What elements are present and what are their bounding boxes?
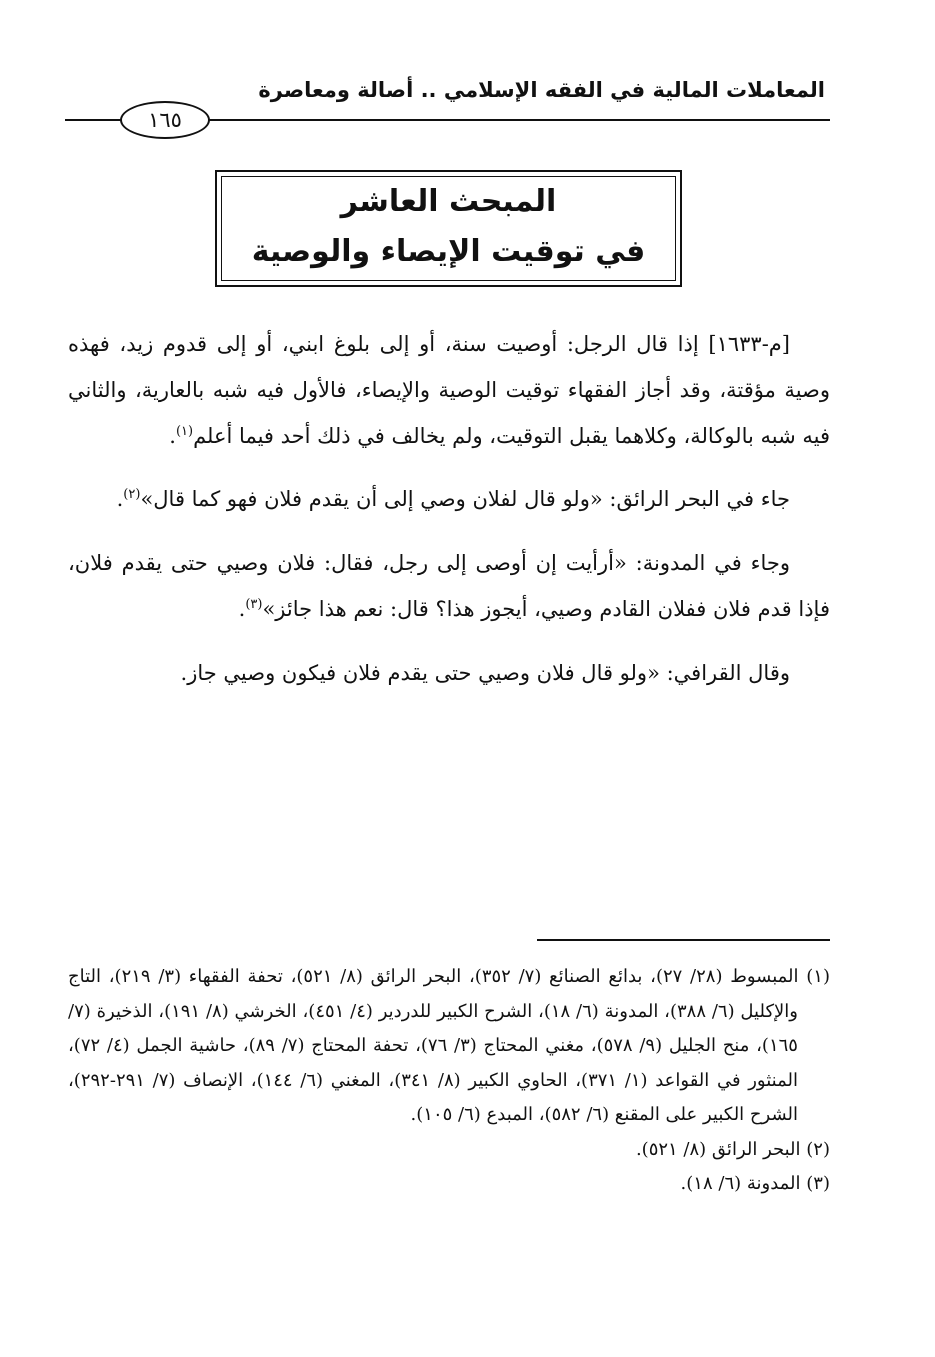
paragraph-1: [م-١٦٣٣] إذا قال الرجل: أوصيت سنة، أو إلى بلوغ ابني، أو إلى قدوم زيد، فهذه وصية مؤقتة، وقد أجاز الفقهاء توقيت الوصية والإيصاء، فالأول فيه شبه بالعارية، والثاني فيه شبه بالوكالة، وكلاهما يقبل التوقيت، ولم يخالف في ذلك أحد فيما أعلم$^{(١)}$. [68, 332, 830, 448]
body-text [68, 322, 830, 715]
paragraph-3: وجاء في المدونة: «أرأيت إن أوصى إلى رجل، فقال: فلان وصيي حتى يقدم فلان، فإذا قدم فلان ففلان القادم وصيي، أيجوز هذا؟ قال: نعم هذا جائز»$^{(٣)}$. [68, 551, 830, 621]
section-title-line-2: في توقيت الإيصاء والوصية [251, 234, 646, 269]
section-title-box [215, 170, 682, 287]
footnote-1: (١) المبسوط (٢٨/ ٢٧)، بدائع الصنائع (٧/ ٣٥٢)، البحر الرائق (٨/ ٥٢١)، تحفة الفقهاء (٣/ ٢١٩)، التاج والإكليل (٦/ ٣٨٨)، المدونة (٦/ ١٨)، الشرح الكبير للدردير (٤/ ٤٥١)، الخرشي (٨/ ١٩١)، الذخيرة (٧/ ١٦٥)، منح الجليل (٩/ ٥٧٨)، مغني المحتاج (٣/ ٧٦)، تحفة المحتاج (٧/ ٨٩)، حاشية الجمل (٤/ ٧٢)، المنثور في القواعد (١/ ٣٧١)، الحاوي الكبير (٨/ ٣٤١)، المغني (٦/ ١٤٤)، الإنصاف (٧/ ٢٩١-٢٩٢)، الشرح الكبير على المقنع (٦/ ٥٨٢)، المبدع (٦/ ١٠٥). [68, 966, 830, 1125]
footnote-ref-3: (٣) [245, 596, 263, 612]
paragraph-2-text: جاء في البحر الرائق: «ولو قال لفلان وصي إلى أن يقدم فلان فهو كما قال» [140, 487, 790, 512]
paragraph-3-text: وجاء في المدونة: «أرأيت إن أوصى إلى رجل، فقال: فلان وصيي حتى يقدم فلان، فإذا قدم فلان ففلان القادم وصيي، أيجوز هذا؟ قال: نعم هذا جائز» [68, 551, 830, 621]
paragraph-4-text: وقال القرافي: «ولو قال فلان وصيي حتى يقدم فلان فيكون وصيي جاز. [180, 660, 790, 685]
paragraph-4 [68, 651, 830, 697]
footnote-3: (٣) المدونة (٦/ ١٨). [680, 1173, 830, 1194]
running-header: المعاملات المالية في الفقه الإسلامي .. أصالة ومعاصرة [258, 78, 825, 102]
footnote-ref-1: (١) [175, 423, 194, 439]
section-title-inner-frame [221, 176, 676, 281]
section-title-line-1: المبحث العاشر [340, 184, 557, 219]
footnote-2: (٢) البحر الرائق (٨/ ٥٢١). [635, 1138, 830, 1160]
paragraph-1-text: [م-١٦٣٣] إذا قال الرجل: أوصيت سنة، أو إلى بلوغ ابني، أو إلى قدوم زيد، فهذه وصية مؤقتة، وقد أجاز الفقهاء توقيت الوصية والإيصاء، فالأول فيه شبه بالعارية، والثاني فيه شبه بالوكالة، وكلاهما يقبل التوقيت، ولم يخالف في ذلك أحد فيما أعلم [68, 332, 830, 448]
footnotes [68, 960, 830, 1202]
footnote-ref-2: (٢) [123, 487, 141, 503]
footnote-separator [537, 939, 830, 941]
page-number: ١٦٥ [120, 101, 210, 139]
paragraph-2: جاء في البحر الرائق: «ولو قال لفلان وصي إلى أن يقدم فلان فهو كما قال»$^{(٢)}$. [116, 487, 790, 512]
